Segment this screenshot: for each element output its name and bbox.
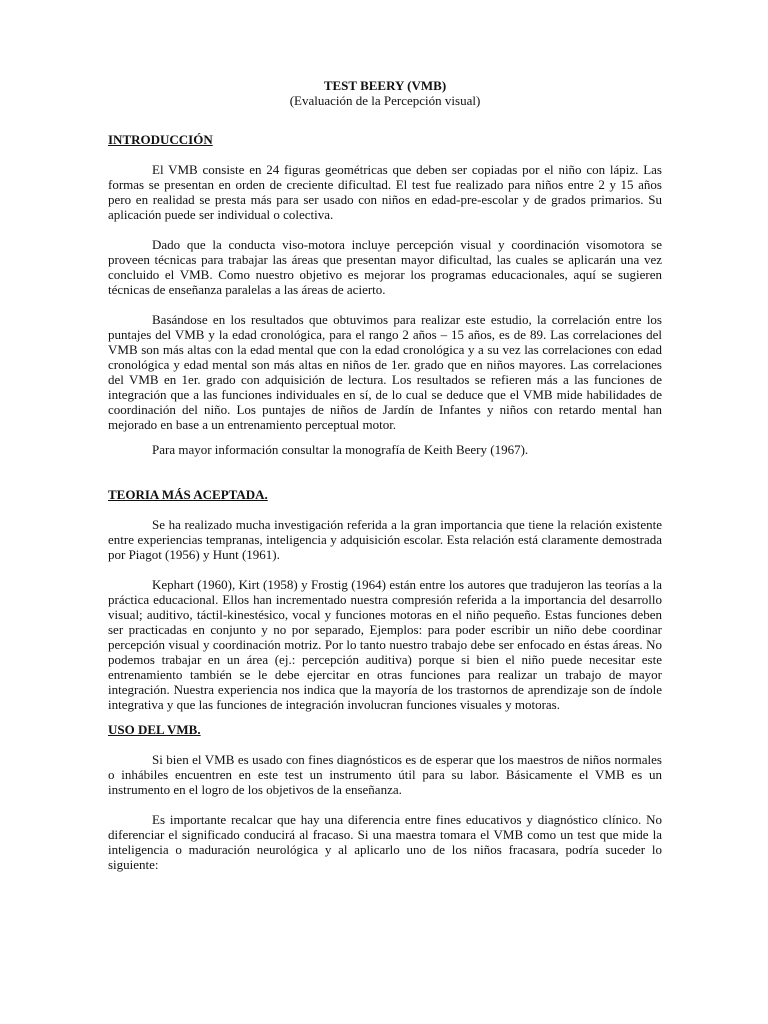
paragraph: Basándose en los resultados que obtuvimos para realizar este estudio, la correlación entre los puntajes del VMB y la edad cronológica, para el rango 2 años – 15 años, es de 89. Las correlaciones del VMB son más altas con la edad mental que con la edad cronológica y a su vez las correlaciones con edad cronológica y edad mental son más altas en niños de 1er. grado que en niños mayores. Las correlaciones del VMB en 1er. grado con adquisición de lectura. Los resultados se refieren más a las funciones de integración que a las funciones individuales en sí, de lo cual se deduce que el VMB mide habilidades de coordinación del niño. Los puntajes de niños de Jardín de Infantes y niños con retardo mental han mejorado en base a un entrenamiento perceptual motor. [108,312,662,432]
document-title: TEST BEERY (VMB) [323,78,447,93]
paragraph: Si bien el VMB es usado con fines diagnósticos es de esperar que los maestros de niños normales o inhábiles encuentren en este test un instrumento útil para su labor. Básicamente el VMB es un instrumento en el logro de los objetivos de la enseñanza. [108,752,662,797]
paragraph: Kephart (1960), Kirt (1958) y Frostig (1964) están entre los autores que tradujeron las teorías a la práctica educacional. Ellos han incrementado nuestra compresión referida a la importancia del desarrollo visual; auditivo, táctil-kinestésico, vocal y funciones motoras en el niño pequeño. Estas funciones deben ser practicadas en conjunto y no por separado, Ejemplos: para poder escribir un niño debe coordinar percepción visual y coordinación motriz. Por lo tanto nuestro trabajo debe ser enfocado en éstas áreas. No podemos trabajar en un área (ej.: percepción auditiva) porque si bien el niño puede necesitar este entrenamiento también se le debe ejercitar en otras funciones para realizar un trabajo de mayor integración. Nuestra experiencia nos indica que la mayoría de los trastornos de aprendizaje son de índole integrativa y que las funciones de integración involucran funciones visuales y motoras. [108,577,662,712]
paragraph: El VMB consiste en 24 figuras geométricas que deben ser copiadas por el niño con lápiz. Las formas se presentan en orden de creciente dificultad. El test fue realizado para niños entre 2 y 15 años pero en realidad se presta más para ser usado con niños en edad-pre-escolar y de grados primarios. Su aplicación puede ser individual o colectiva. [108,162,662,222]
paragraph: Para mayor información consultar la monografía de Keith Beery (1967). [152,442,529,457]
document-page [108,78,662,887]
heading-uso: USO DEL VMB. [108,722,201,737]
paragraph: Es importante recalcar que hay una diferencia entre fines educativos y diagnóstico clínico. No diferenciar el significado conducirá al fracaso. Si una maestra tomara el VMB como un test que mide la inteligencia o maduración neurológica y al aplicarlo uno de los niños fracasara, podría suceder lo siguiente: [108,812,662,872]
heading-teoria: TEORIA MÁS ACEPTADA. [108,487,268,502]
heading-introduccion: INTRODUCCIÓN [108,132,213,147]
paragraph: Se ha realizado mucha investigación referida a la gran importancia que tiene la relación existente entre experiencias tempranas, inteligencia y adquisición escolar. Esta relación está claramente demostrada por Piagot (1956) y Hunt (1961). [108,517,662,562]
document-subtitle: (Evaluación de la Percepción visual) [289,93,481,108]
paragraph: Dado que la conducta viso-motora incluye percepción visual y coordinación visomotora se proveen técnicas para trabajar las áreas que presentan mayor dificultad, las cuales se aplicarán una vez concluido el VMB. Como nuestro objetivo es mejorar los programas educacionales, aquí se sugieren técnicas de enseñanza paralelas a las áreas de acierto. [108,237,662,297]
